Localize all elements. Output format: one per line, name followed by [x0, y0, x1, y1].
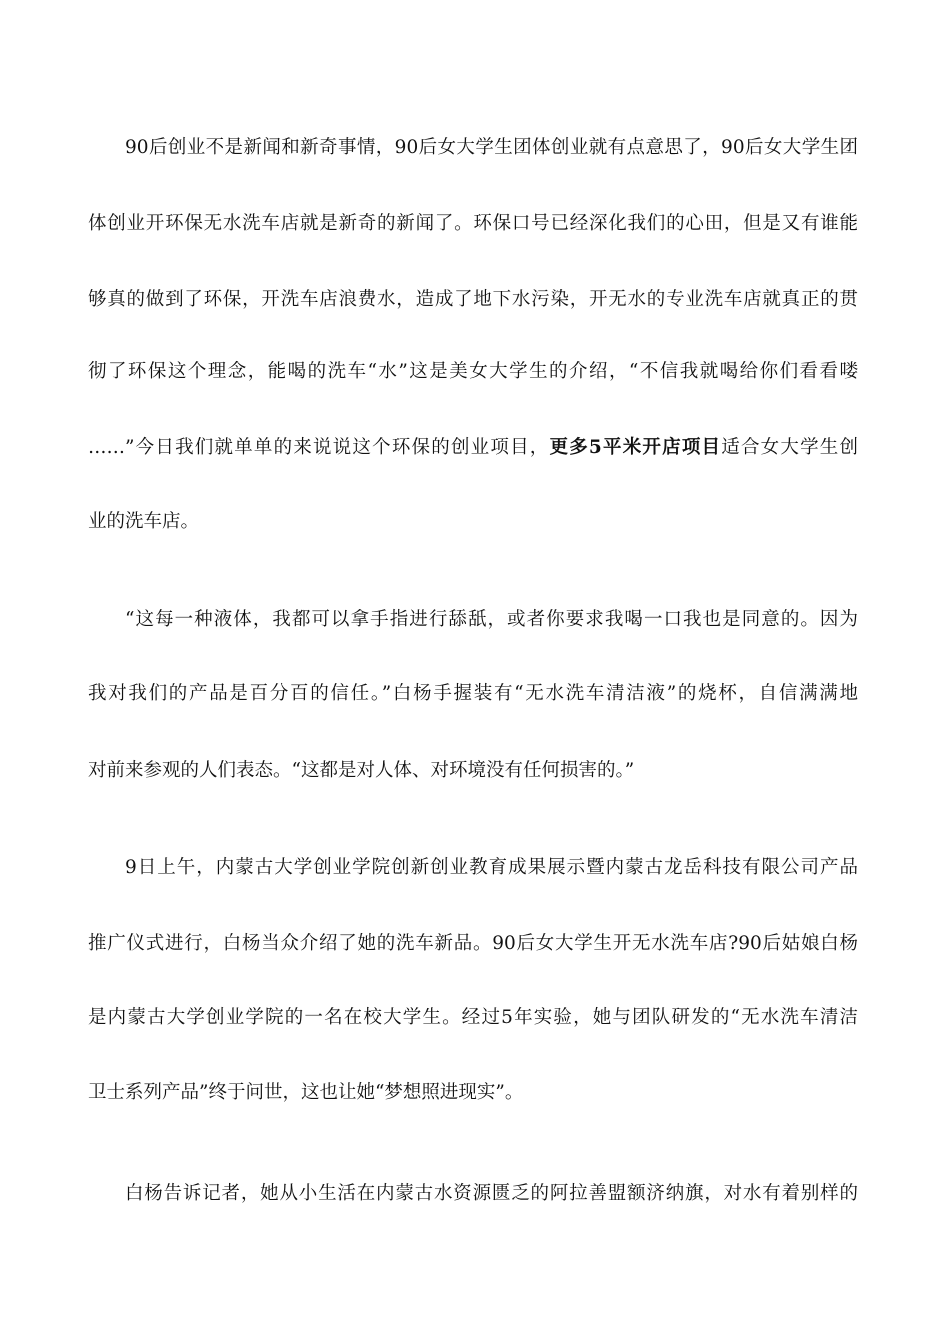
paragraph-1-line-5	[88, 433, 858, 463]
paragraph-1-line-2: 体创业开环保无水洗车店就是新奇的新闻了。环保口号已经深化我们的心田，但是又有谁能	[88, 213, 858, 234]
paragraph-3-line-4: 卫士系列产品”终于问世，这也让她“梦想照进现实”。	[88, 1082, 524, 1103]
paragraph-2-line-1: “这每一种液体，我都可以拿手指进行舔舐，或者你要求我喝一口我也是同意的。因为	[125, 609, 858, 630]
more-5sqm-shop-projects-link[interactable]: 更多5平米开店项目	[549, 437, 722, 458]
paragraph-2-line-3: 对前来参观的人们表态。“这都是对人体、对环境没有任何损害的。”	[88, 760, 635, 781]
paragraph-1-line-5-text-start: ……”今日我们就单单的来说说这个环保的创业项目，	[88, 437, 550, 458]
paragraph-1-line-6: 业的洗车店。	[88, 511, 200, 532]
paragraph-1-line-1: 90后创业不是新闻和新奇事情，90后女大学生团体创业就有点意思了，90后女大学生团	[125, 137, 858, 158]
paragraph-3-line-3: 是内蒙古大学创业学院的一名在校大学生。经过5年实验，她与团队研发的“无水洗车清洁	[88, 1007, 858, 1028]
paragraph-4-line-1: 白杨告诉记者，她从小生活在内蒙古水资源匮乏的阿拉善盟额济纳旗，对水有着别样的	[125, 1183, 858, 1204]
paragraph-1-line-3: 够真的做到了环保，开洗车店浪费水，造成了地下水污染，开无水的专业洗车店就真正的贯	[88, 289, 858, 310]
paragraph-3-line-2: 推广仪式进行，白杨当众介绍了她的洗车新品。90后女大学生开无水洗车店?90后姑娘白杨	[88, 933, 858, 954]
paragraph-3-line-1: 9日上午，内蒙古大学创业学院创新创业教育成果展示暨内蒙古龙岳科技有限公司产品	[125, 857, 858, 878]
paragraph-1-line-5-text-end: 适合女大学生创	[721, 437, 858, 458]
paragraph-1-line-4: 彻了环保这个理念，能喝的洗车“水”这是美女大学生的介绍，“不信我就喝给你们看看喽	[88, 361, 858, 382]
paragraph-2-line-2: 我对我们的产品是百分百的信任。”白杨手握装有“无水洗车清洁液”的烧杯，自信满满地	[88, 683, 858, 704]
